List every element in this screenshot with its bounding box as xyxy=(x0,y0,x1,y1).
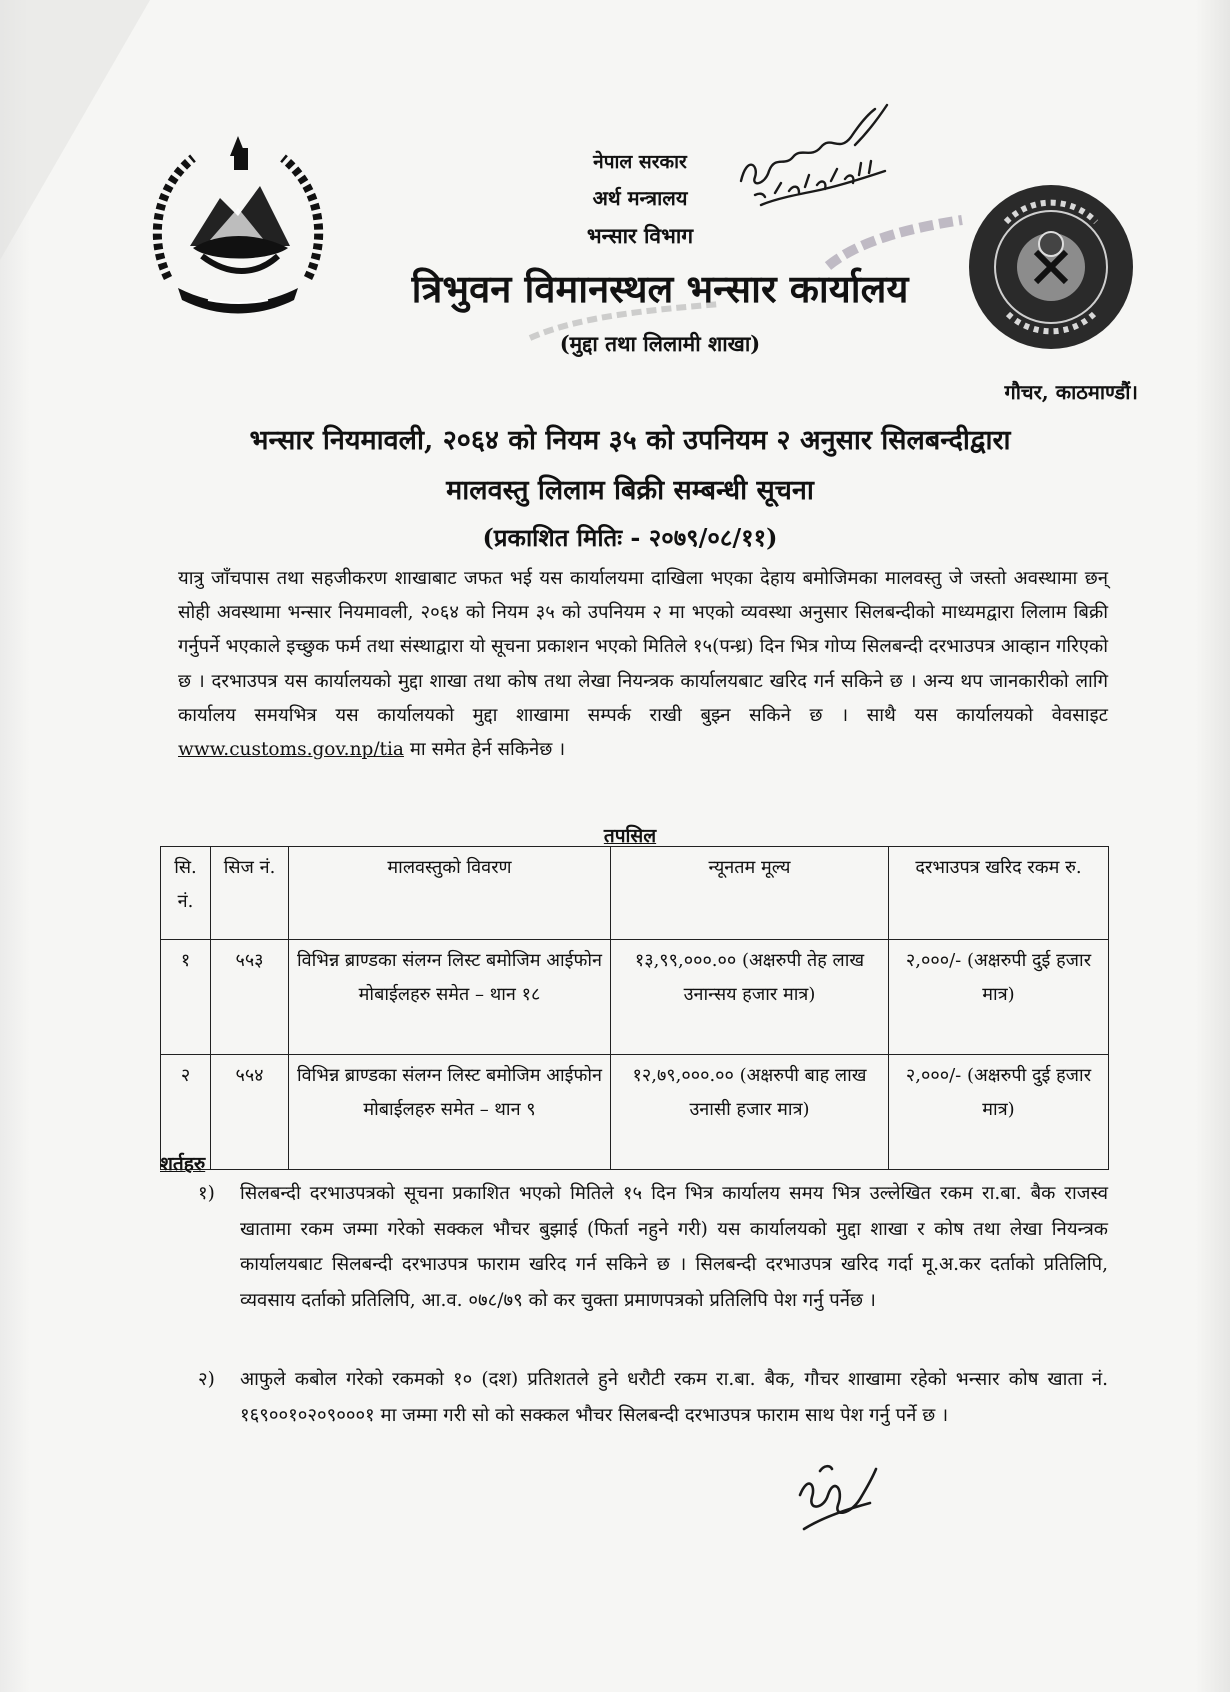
term-text: आफुले कबोल गरेको रकमको १० (दश) प्रतिशतले हुने धरौटी रकम रा.बा. बैक, गौचर शाखामा रहेको भन्सार कोष खाता नं. १६९००१०२०९०००१ मा जम्मा गरी सो को सक्कल भौचर सिलबन्दी दरभाउपत्र फाराम साथ पेश गर्नु पर्ने छ । xyxy=(240,1369,1108,1426)
table-row xyxy=(161,940,1109,1055)
cell-seizure-no: ५५४ xyxy=(211,1055,289,1170)
header-seizure-no: सिज नं. xyxy=(211,847,289,940)
header-form-fee: दरभाउपत्र खरिद रकम रु. xyxy=(889,847,1109,940)
customs-seal-icon xyxy=(966,182,1136,352)
cell-form-fee: २,०००/- (अक्षरुपी दुई हजार मात्र) xyxy=(889,940,1109,1055)
header-min-price: न्यूनतम मूल्य xyxy=(611,847,889,940)
department-name: भन्सार विभाग xyxy=(586,223,694,248)
branch-name: (मुद्दा तथा लिलामी शाखा) xyxy=(559,331,761,356)
header-description: मालवस्तुको विवरण xyxy=(289,847,611,940)
table-row xyxy=(161,1055,1109,1170)
table-caption: तपसिल xyxy=(603,825,657,847)
bottom-initials-signature xyxy=(790,1455,880,1535)
office-name: त्रिभुवन विमानस्थल भन्सार कार्यालय xyxy=(411,266,909,311)
cell-description: विभिन्न ब्राण्डका संलग्न लिस्ट बमोजिम आईफोन मोबाईलहरु समेत – थान ९ xyxy=(289,1055,611,1170)
paper-fold-shadow xyxy=(0,0,150,260)
cell-min-price: १३,९९,०००.०० (अक्षरुपी तेह लाख उनान्सय हजार मात्र) xyxy=(611,940,889,1055)
cell-serial: २ xyxy=(161,1055,211,1170)
term-text: सिलबन्दी दरभाउपत्रको सूचना प्रकाशित भएको मितिले १५ दिन भित्र कार्यालय समय भित्र उल्लेखित रकम रा.बा. बैक राजस्व खातामा रकम जम्मा गरेको सक्कल भौचर बुझाई (फिर्ता नहुने गरी) यस कार्यालयको मुद्दा शाखा र कोष तथा लेखा नियन्त्रक कार्यालयबाट सिलबन्दी दरभाउपत्र फाराम खरिद गर्न सकिने छ । सिलबन्दी दरभाउपत्र खरिद गर्दा मू.अ.कर दर्ताको प्रतिलिपि, व्यवसाय दर्ताको प्रतिलिपि, आ.व. ०७८/७९ को कर चुक्ता प्रमाणपत्रको प्रतिलिपि पेश गर्नु पर्नेछ । xyxy=(240,1183,1108,1311)
table-header-row xyxy=(161,847,1109,940)
term-item-2 xyxy=(198,1362,1108,1433)
notice-body xyxy=(178,562,1108,767)
office-stamp-mark xyxy=(820,210,970,280)
term-number: २) xyxy=(198,1369,215,1390)
notice-title-line2: मालवस्तु लिलाम बिक्री सम्बन्धी सूचना xyxy=(446,475,814,506)
website-link[interactable]: www.customs.gov.np/tia xyxy=(178,739,404,761)
cell-seizure-no: ५५३ xyxy=(211,940,289,1055)
notice-body-text: यात्रु जाँचपास तथा सहजीकरण शाखाबाट जफत भई यस कार्यालयमा दाखिला भएका देहाय बमोजिमका मालवस्तु जे जस्तो अवस्थामा छन् सोही अवस्थामा भन्सार नियमावली, २०६४ को नियम ३५ को उपनियम २ मा भएको व्यवस्था अनुसार सिलबन्दीको माध्यमद्वारा लिलाम बिक्री गर्नुपर्ने भएकाले इच्छुक फर्म तथा संस्थाद्वारा यो सूचना प्रकाशन भएको मितिले १५(पन्ध्र) दिन भित्र गोप्य सिलबन्दी दरभाउपत्र आव्हान गरिएको छ । दरभाउपत्र यस कार्यालयको मुद्दा शाखा तथा कोष तथा लेखा नियन्त्रक कार्यालयबाट खरिद गर्न सकिने छ । अन्य थप जानकारीको लागि कार्यालय समयभित्र यस कार्यालयको मुद्दा शाखामा सम्पर्क राखी बुझ्न सकिने छ । साथै यस कार्यालयको वेवसाइट xyxy=(178,568,1108,726)
office-address: गौचर, काठमाण्डौं। xyxy=(1004,380,1138,404)
faint-stamp-overprint xyxy=(520,296,730,346)
cell-form-fee: २,०००/- (अक्षरुपी दुई हजार मात्र) xyxy=(889,1055,1109,1170)
cell-min-price: १२,७९,०००.०० (अक्षरुपी बाह लाख उनासी हजार मात्र) xyxy=(611,1055,889,1170)
cell-serial: १ xyxy=(161,940,211,1055)
term-item-1 xyxy=(198,1176,1108,1318)
terms-heading: शर्तहरु xyxy=(160,1153,206,1175)
ministry-name: अर्थ मन्त्रालय xyxy=(592,186,688,210)
notice-body-end: मा समेत हेर्न सकिनेछ । xyxy=(409,739,566,761)
nepal-emblem-icon xyxy=(138,128,338,328)
auction-items-table xyxy=(160,846,1109,1170)
handwritten-signature-date xyxy=(735,95,895,215)
header-serial: सि. नं. xyxy=(161,847,211,940)
government-name: नेपाल सरकार xyxy=(593,151,687,173)
published-date: (प्रकाशित मितिः - २०७९/०८/११) xyxy=(482,523,778,552)
notice-title-line1: भन्सार नियमावली, २०६४ को नियम ३५ को उपनियम २ अनुसार सिलबन्दीद्वारा xyxy=(249,425,1011,456)
cell-description: विभिन्न ब्राण्डका संलग्न लिस्ट बमोजिम आईफोन मोबाईलहरु समेत – थान १८ xyxy=(289,940,611,1055)
term-number: १) xyxy=(198,1183,215,1204)
